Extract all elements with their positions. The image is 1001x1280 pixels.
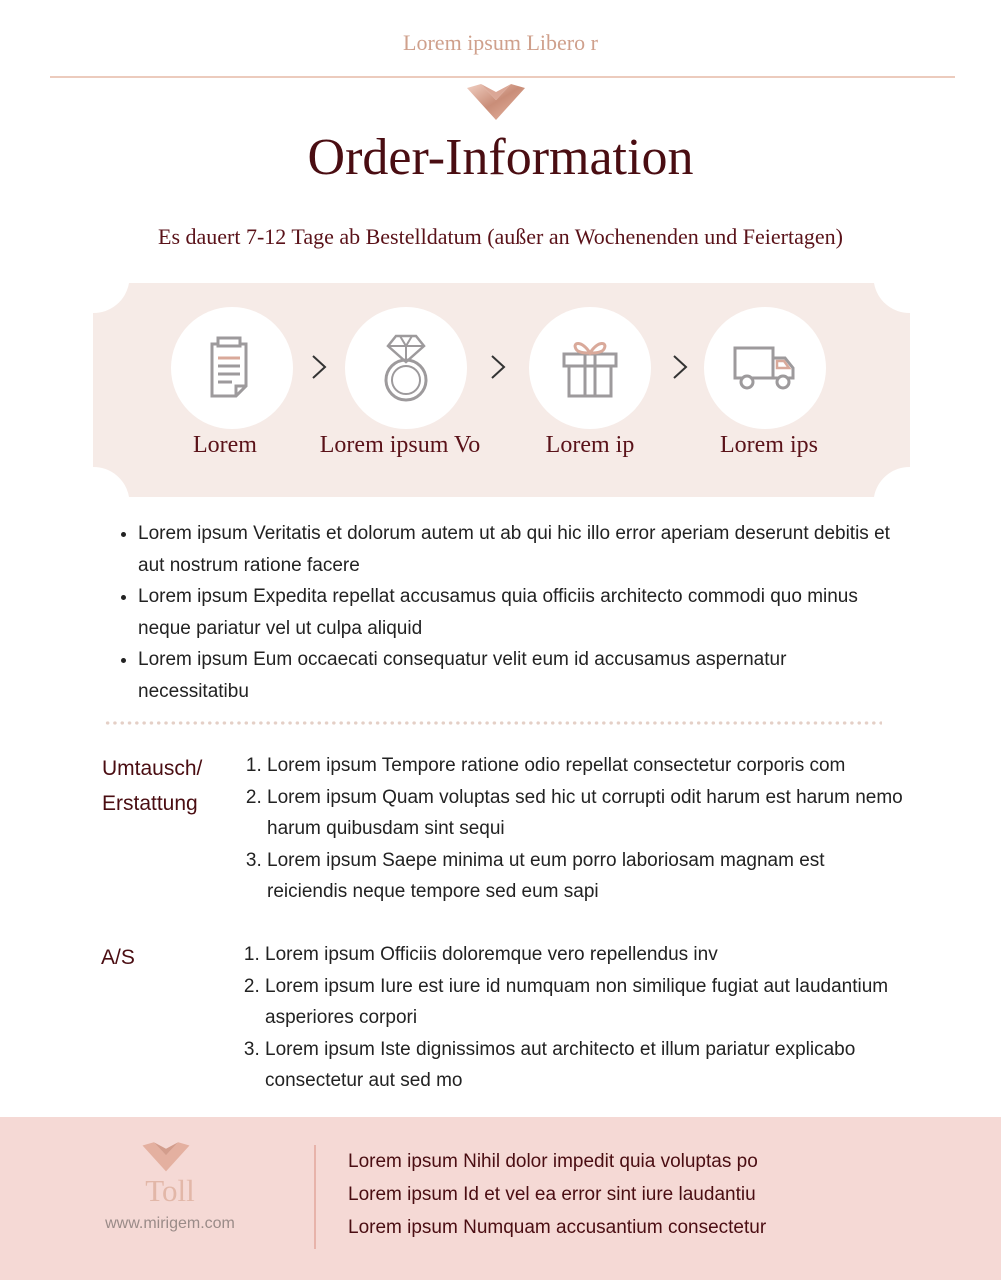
- gem-logo-icon: [465, 80, 527, 122]
- step-2-label: Lorem ipsum Vo: [319, 432, 481, 458]
- step-4-label: Lorem ips: [720, 432, 818, 458]
- chevron-right-icon: [310, 353, 328, 381]
- chevron-right-icon: [489, 353, 507, 381]
- footer: [0, 1117, 1001, 1280]
- chevron-right-icon: [671, 353, 689, 381]
- info-bullet-list: [108, 518, 898, 707]
- section-label-line: Erstattung: [102, 792, 198, 815]
- footer-text-block: [348, 1145, 766, 1244]
- list-item: • Lorem ipsum Expedita repellat accusamus quia officiis architecto commodi quo minus neque pariatur vel ut culpa aliquid: [138, 581, 898, 644]
- ring-icon: [378, 332, 434, 404]
- list-item: 2. Lorem ipsum Iure est iure id numquam non similique fugiat aut laudantium asperiores corpori: [265, 971, 915, 1034]
- list-item: • Lorem ipsum Veritatis et dolorum autem ut ab qui hic illo error aperiam deserunt debitis et aut nostrum ratione facere: [138, 518, 898, 581]
- gem-logo-icon: [140, 1139, 192, 1173]
- list-item: 3. Lorem ipsum Iste dignissimos aut architecto et illum pariatur explicabo consectetur aut sed mo: [265, 1034, 915, 1097]
- brand-header: Lorem ipsum Libero r: [403, 30, 598, 55]
- dotted-divider: [104, 720, 882, 726]
- exchange-list: [245, 750, 907, 908]
- document-icon: [204, 336, 260, 400]
- section-label-line: Umtausch/: [102, 757, 203, 780]
- step-1-circle: [171, 307, 293, 429]
- order-steps-panel: [93, 283, 910, 497]
- step-1-label: Lorem: [193, 432, 257, 458]
- page-subtitle: Es dauert 7-12 Tage ab Bestelldatum (außer an Wochenenden und Feiertagen): [158, 224, 843, 249]
- section-label-exchange: [102, 751, 202, 821]
- top-divider: [50, 76, 955, 78]
- gift-icon: [560, 336, 620, 400]
- list-item: 3. Lorem ipsum Saepe minima ut eum porro laboriosam magnam est reiciendis neque tempore sed eum sapi: [267, 845, 907, 908]
- step-3-label: Lorem ip: [545, 432, 635, 458]
- truck-icon: [733, 344, 797, 392]
- footer-website-link[interactable]: www.mirigem.com: [105, 1215, 235, 1232]
- list-item: 1. Lorem ipsum Tempore ratione odio repellat consectetur corporis com: [267, 750, 907, 782]
- list-item: • Lorem ipsum Eum occaecati consequatur velit eum id accusamus aspernatur necessitatibu: [138, 644, 898, 707]
- step-2-circle: [345, 307, 467, 429]
- page-title: Order-Information: [307, 129, 694, 186]
- footer-brand: Toll: [145, 1173, 195, 1208]
- as-list: [243, 939, 915, 1097]
- step-3-circle: [529, 307, 651, 429]
- step-4-circle: [704, 307, 826, 429]
- footer-line: Lorem ipsum Nihil dolor impedit quia voluptas po: [348, 1151, 758, 1172]
- list-item: 2. Lorem ipsum Quam voluptas sed hic ut corrupti odit harum est harum nemo harum quibusdam sint sequi: [267, 782, 907, 845]
- section-label-as: A/S: [101, 946, 135, 969]
- footer-line: Lorem ipsum Numquam accusantium consectetur: [348, 1217, 767, 1238]
- footer-line: Lorem ipsum Id et vel ea error sint iure laudantiu: [348, 1184, 756, 1205]
- list-item: 1. Lorem ipsum Officiis doloremque vero repellendus inv: [265, 939, 915, 971]
- footer-divider: [314, 1145, 316, 1249]
